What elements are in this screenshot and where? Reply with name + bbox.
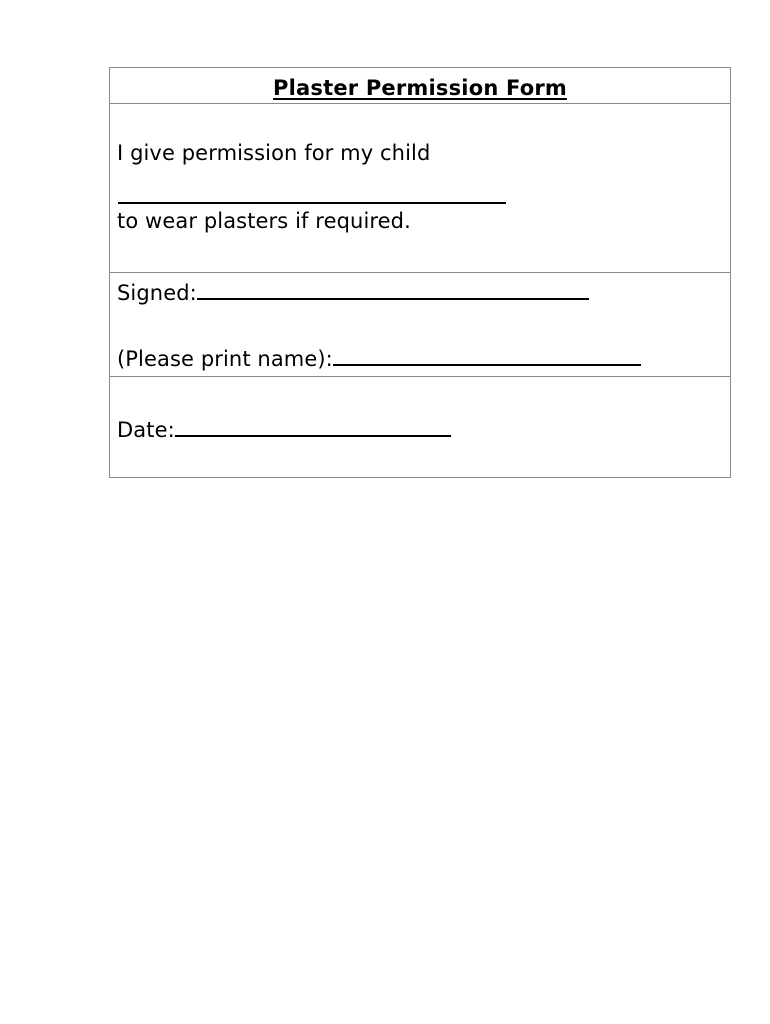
- print-name-label: (Please print name):: [117, 347, 333, 371]
- signature-field[interactable]: [197, 280, 589, 300]
- title-row: [110, 68, 730, 103]
- signed-line: [117, 280, 589, 305]
- print-name-field[interactable]: [333, 346, 641, 366]
- permission-section: [110, 103, 730, 272]
- signature-section: [110, 272, 730, 376]
- form-title: Plaster Permission Form: [273, 76, 567, 100]
- date-label: Date:: [117, 418, 175, 442]
- signed-label: Signed:: [117, 281, 197, 305]
- permission-statement: I give permission for my child: [117, 141, 431, 165]
- print-name-line: [117, 346, 641, 371]
- date-line: [117, 417, 451, 442]
- child-name-field[interactable]: [118, 202, 506, 204]
- permission-condition: to wear plasters if required.: [117, 209, 411, 233]
- date-section: [110, 376, 730, 477]
- date-field[interactable]: [175, 417, 451, 437]
- permission-form: [109, 67, 731, 478]
